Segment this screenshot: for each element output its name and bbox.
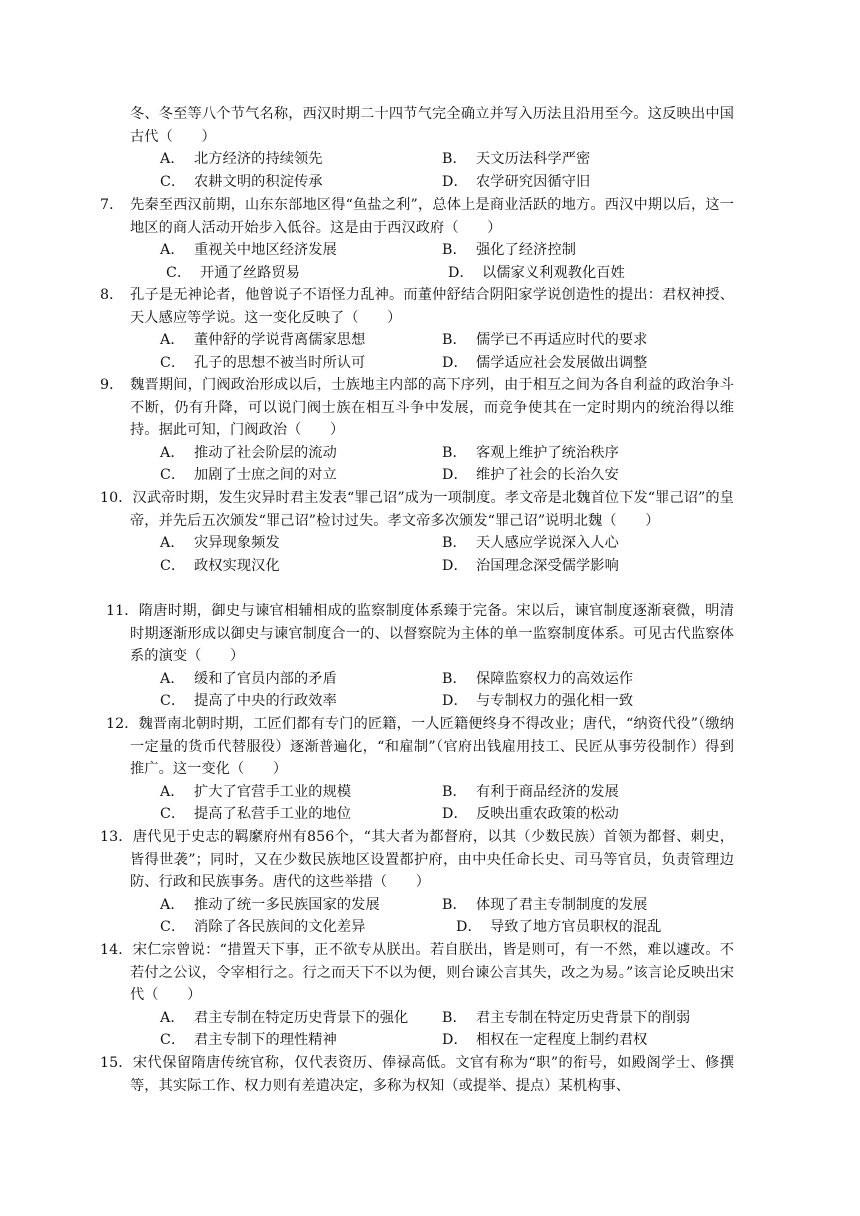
question-13: [100, 826, 734, 939]
option-c[interactable]: C． 君主专制下的理性精神: [160, 1032, 337, 1049]
option-c[interactable]: C． 政权实现汉化: [160, 557, 280, 574]
option-a[interactable]: A． 董仲舒的学说背离儒家思想: [160, 332, 366, 349]
question-12: [106, 713, 734, 826]
question-stem: 宋代保留隋唐传统官称，仅代表资历、俸禄高低。文官有称为“职”的衔号，如殿阁学士、修撰等，其实际工作、权力则有差遣决定，多称为权知（或提举、提点）某机构事、: [130, 1055, 734, 1094]
options-row: [130, 916, 734, 939]
option-d[interactable]: D． 与专制权力的强化相一致: [442, 693, 634, 710]
options-row: [130, 532, 734, 555]
options-row: [130, 894, 734, 917]
options-row: [130, 1029, 734, 1052]
question-stem: 冬、冬至等八个节气名称，西汉时期二十四节气完全确立并写入历法且沿用至今。这反映出中国古代（ ）: [130, 106, 734, 145]
options-row: [130, 239, 734, 262]
question-11: [106, 600, 734, 713]
option-a[interactable]: A． 推动了社会阶层的流动: [160, 444, 337, 461]
question-stem: 魏晋期间，门阀政治形成以后，士族地主内部的高下序列，由于相互之间为各自利益的政治争斗不断，仍有升降，可以说门阀士族在相互斗争中发展，而竞争使其在一定时期内的统治得以维持。据此可知，门阀政治（ ）: [130, 377, 734, 439]
options-row: [130, 555, 734, 578]
option-a[interactable]: A． 灾异现象频发: [160, 535, 280, 552]
options-row: [130, 329, 734, 352]
question-number: 12．: [106, 716, 139, 732]
question-number: 9．: [100, 377, 124, 393]
options-row: [130, 668, 734, 691]
question-stem: 唐代见于史志的羁縻府州有856个，“其大者为都督府，以其（少数民族）首领为都督、刺史，皆得世袭”；同时，又在少数民族地区设置都护府，由中央任命长史、司马等官员，负责管理边防、行政和民族事务。唐代的这些举措（ ）: [130, 829, 734, 891]
question-stem: 先秦至西汉前期，山东东部地区得“鱼盐之利”，总体上是商业活跃的地方。西汉中期以后，这一地区的商人活动开始步入低谷。这是由于西汉政府（ ）: [130, 197, 734, 236]
question-stem: 魏晋南北朝时期，工匠们都有专门的匠籍，一人匠籍便终身不得改业；唐代，“纳资代役”（缴纳一定量的货币代替服役）逐渐普遍化，“和雇制”（官府出钱雇用技工、民匠从事劳役制作）得到推广。这一变化（ ）: [130, 716, 734, 778]
option-c[interactable]: C． 孔子的思想不被当时所认可: [160, 354, 366, 371]
options-row: [130, 690, 734, 713]
option-b[interactable]: B． 儒学已不再适应时代的要求: [442, 332, 648, 349]
question-6-continued: [130, 103, 734, 193]
option-a[interactable]: A． 北方经济的持续领先: [160, 151, 323, 168]
option-a[interactable]: A． 君主专制在特定历史背景下的强化: [160, 1009, 409, 1026]
question-15: [100, 1052, 734, 1097]
question-number: 14．: [100, 942, 133, 958]
option-a[interactable]: A． 缓和了官员内部的矛盾: [160, 670, 337, 687]
question-number: 11．: [106, 603, 139, 619]
option-d[interactable]: D． 导致了地方官员职权的混乱: [456, 919, 662, 936]
option-d[interactable]: D． 儒学适应社会发展做出调整: [442, 354, 648, 371]
option-b[interactable]: B． 保障监察权力的高效运作: [442, 670, 634, 687]
question-7: [100, 194, 734, 284]
option-b[interactable]: B． 君主专制在特定历史背景下的削弱: [442, 1009, 691, 1026]
options-row: [130, 171, 734, 194]
option-a[interactable]: A． 推动了统一多民族国家的发展: [160, 896, 380, 913]
options-row: [130, 803, 734, 826]
options-row: [130, 1007, 734, 1030]
option-b[interactable]: B． 天文历法科学严密: [442, 151, 591, 168]
option-c[interactable]: C． 提高了中央的行政效率: [160, 693, 337, 710]
option-d[interactable]: D． 农学研究因循守旧: [442, 173, 591, 190]
option-b[interactable]: B． 天人感应学说深入人心: [442, 535, 619, 552]
question-stem: 汉武帝时期，发生灾异时君主发表“罪己诏”成为一项制度。孝文帝是北魏首位下发“罪己诏”的皇帝，并先后五次颁发“罪己诏”检讨过失。孝文帝多次颁发“罪己诏”说明北魏（ ）: [130, 490, 734, 529]
question-number: 7．: [100, 197, 124, 213]
options-row: [130, 464, 734, 487]
option-a[interactable]: A． 重视关中地区经济发展: [160, 242, 337, 259]
question-10: [100, 487, 734, 577]
option-a[interactable]: A． 扩大了官营手工业的规模: [160, 783, 352, 800]
options-row: [130, 262, 734, 285]
question-9: [100, 374, 734, 487]
option-d[interactable]: D． 相权在一定程度上制约君权: [442, 1032, 648, 1049]
question-stem: 孔子是无神论者，他曾说子不语怪力乱神。而董仲舒结合阴阳家学说创造性的提出：君权神授、天人感应等学说。这一变化反映了（ ）: [130, 287, 734, 326]
option-d[interactable]: D． 维护了社会的长治久安: [442, 467, 619, 484]
option-c[interactable]: C． 开通了丝路贸易: [166, 264, 301, 281]
option-b[interactable]: B． 强化了经济控制: [442, 242, 577, 259]
option-c[interactable]: C． 加剧了士庶之间的对立: [160, 467, 337, 484]
question-number: 15．: [100, 1055, 133, 1071]
option-d[interactable]: D． 反映出重农政策的松动: [442, 806, 619, 823]
question-number: 8．: [100, 287, 124, 303]
option-c[interactable]: C． 农耕文明的积淀传承: [160, 173, 323, 190]
options-row: [130, 442, 734, 465]
option-b[interactable]: B． 有利于商品经济的发展: [442, 783, 619, 800]
question-14: [100, 939, 734, 1052]
question-number: 10．: [100, 490, 133, 506]
question-stem: 宋仁宗曾说：“措置天下事，正不欲专从朕出。若自朕出，皆是则可，有一不然，难以遽改。不若付之公议，令宰相行之。行之而天下不以为便，则台谏公言其失，改之为易。”该言论反映出宋代（ ）: [130, 942, 734, 1004]
question-8: [100, 284, 734, 374]
options-row: [130, 781, 734, 804]
option-d[interactable]: D． 以儒家义利观教化百姓: [448, 264, 625, 281]
question-number: 13．: [100, 829, 133, 845]
option-c[interactable]: C． 提高了私营手工业的地位: [160, 806, 352, 823]
option-b[interactable]: B． 体现了君主专制制度的发展: [442, 896, 648, 913]
option-c[interactable]: C． 消除了各民族间的文化差异: [160, 919, 366, 936]
option-d[interactable]: D． 治国理念深受儒学影响: [442, 557, 619, 574]
option-b[interactable]: B． 客观上维护了统治秩序: [442, 444, 619, 461]
question-stem: 隋唐时期，御史与谏官相辅相成的监察制度体系臻于完备。宋以后，谏官制度逐渐衰微，明清时期逐渐形成以御史与谏官制度合一的、以督察院为主体的单一监察制度体系。可见古代监察体系的演变（ ）: [130, 603, 734, 665]
options-row: [130, 352, 734, 375]
options-row: [130, 148, 734, 171]
